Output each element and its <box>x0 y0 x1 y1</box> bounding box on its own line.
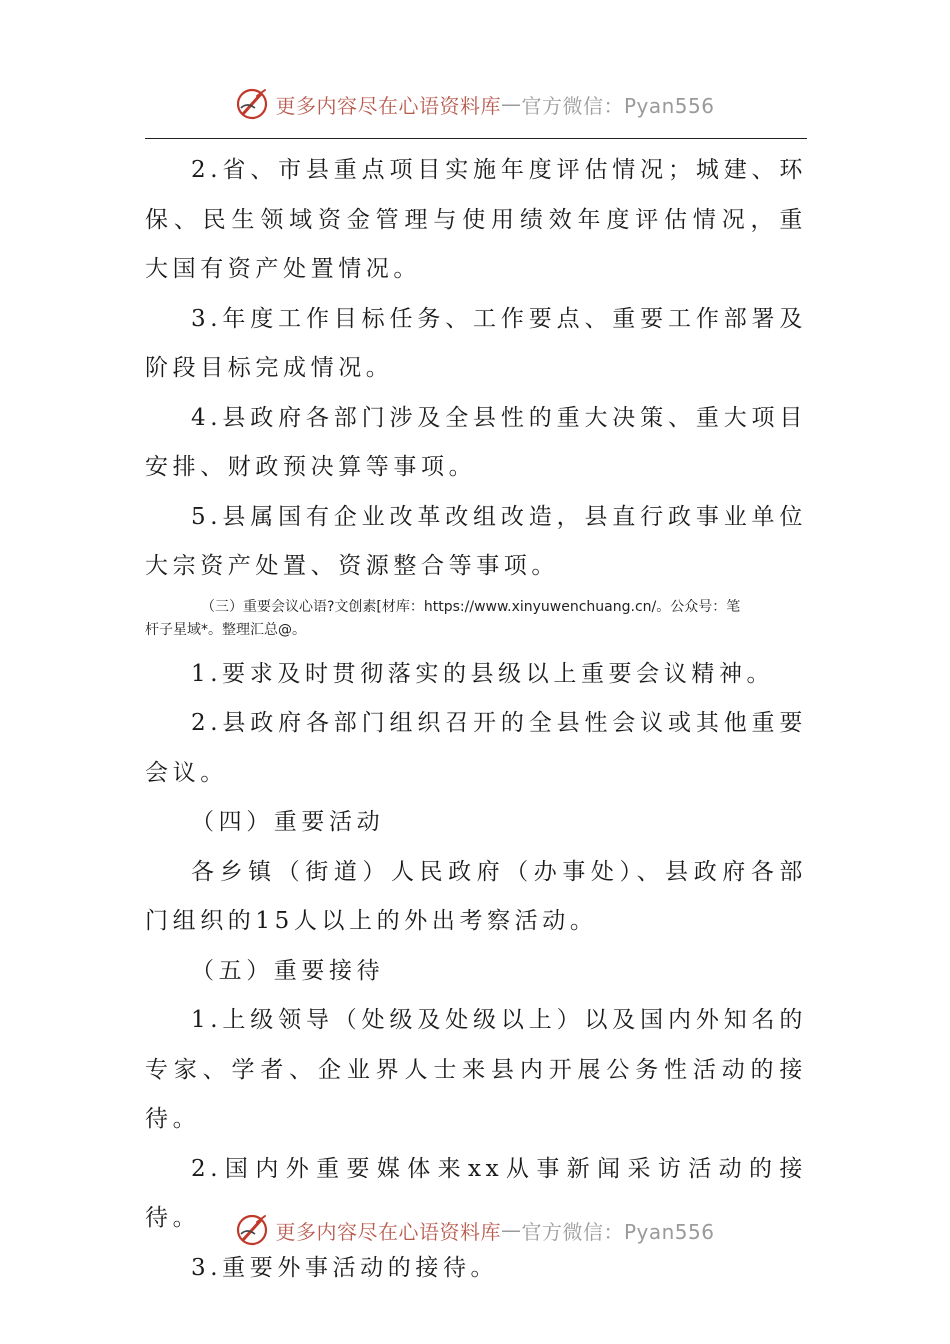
paragraph: 4.县政府各部门涉及全县性的重大决策、重大项目安排、财政预决算等事项。 <box>145 404 807 480</box>
document-body <box>145 146 807 1293</box>
footer-banner-wechat: 官方微信：Pyan556 <box>521 1219 715 1244</box>
paragraph: 2.省、市县重点项目实施年度评估情况；城建、环保、民生领域资金管理与使用绩效年度评估情况，重大国有资产处置情况。 <box>145 157 807 282</box>
header-divider <box>145 138 807 139</box>
paragraph: 各乡镇（街道）人民政府（办事处）、县政府各部门组织的15人以上的外出考察活动。 <box>145 858 807 934</box>
section-heading: （四）重要活动 <box>191 809 385 835</box>
watermark-note <box>145 596 807 642</box>
header-banner-dash: — <box>500 92 522 116</box>
footer-banner-text: 更多内容尽在心语资料库 <box>275 1219 501 1244</box>
paragraph: 2.县政府各部门组织召开的全县性会议或其他重要会议。 <box>145 710 807 786</box>
header-banner-wechat: 官方微信：Pyan556 <box>521 93 715 118</box>
header-banner-text: 更多内容尽在心语资料库 <box>275 93 501 118</box>
watermark-note-line1: （三）重要会议心语?文创素[材库：https://www.xinyuwenchuang.cn/。公众号：笔 <box>201 598 741 615</box>
paragraph: 3.重要外事活动的接待。 <box>191 1254 499 1281</box>
paragraph: 1.上级领导（处级及处级以上）以及国内外知名的专家、学者、企业界人士来县内开展公务性活动的接待。 <box>145 1007 807 1132</box>
watermark-note-line2: 杆子星域*。整理汇总@。 <box>145 621 306 638</box>
section-heading: （五）重要接待 <box>191 957 385 984</box>
paragraph: 2.国内外重要媒体来xx从事新闻采访活动的接待。 <box>145 1155 807 1231</box>
paragraph: 5.县属国有企业改革改组改造，县直行政事业单位大宗资产处置、资源整合等事项。 <box>145 503 807 579</box>
pen-logo-icon <box>235 1212 271 1248</box>
header-banner <box>0 84 950 124</box>
paragraph: 1.要求及时贯彻落实的县级以上重要会议精神。 <box>191 660 775 687</box>
footer-banner <box>0 1210 950 1250</box>
footer-banner-dash: — <box>500 1218 522 1242</box>
paragraph: 3.年度工作目标任务、工作要点、重要工作部署及阶段目标完成情况。 <box>145 305 807 381</box>
pen-logo-icon <box>235 86 271 122</box>
